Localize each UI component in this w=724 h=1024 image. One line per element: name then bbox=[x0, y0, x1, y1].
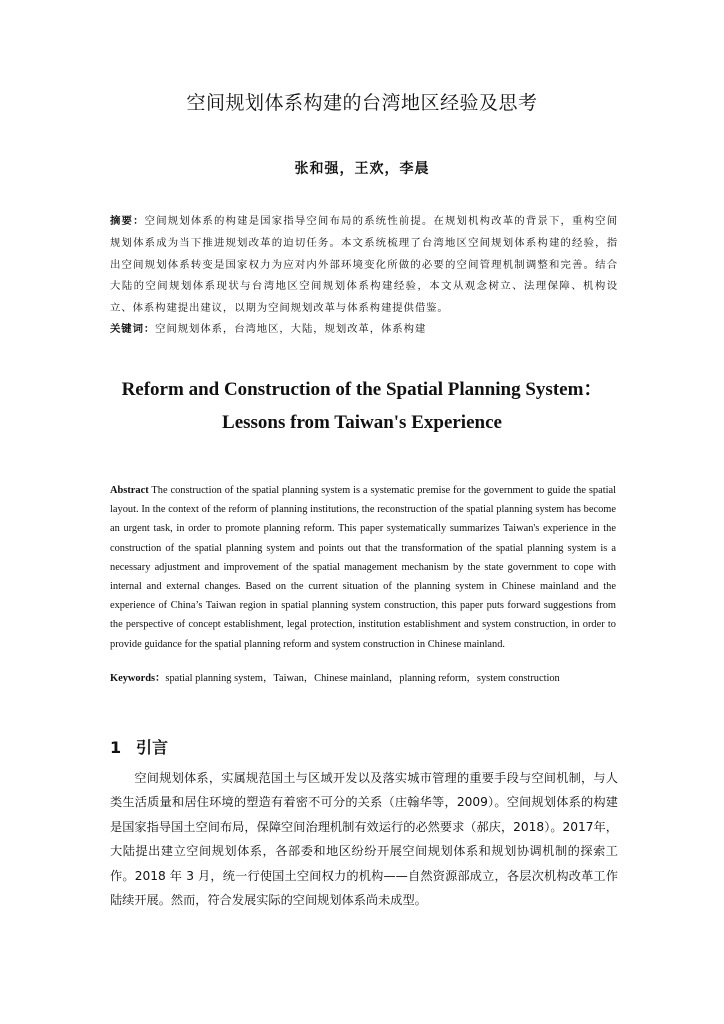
abstract-text-chinese: 空间规划体系的构建是国家指导空间布局的系统性前提。在规划机构改革的背景下，重构空间规划体系成为当下推进规划改革的迫切任务。本文系统梳理了台湾地区空间规划体系构建的经验，指出空间规划体系转变是国家权力为应对内外部环境变化所做的必要的空间管理机制调整和完善。结合大陆的空间规划体系现状与台湾地区空间规划体系构建经验，本文从观念树立、法理保障、机构设立、体系构建提出建议，以期为空间规划改革与体系构建提供借鉴。 bbox=[110, 215, 618, 315]
paper-title-english-line2: Lessons from Taiwan's Experience bbox=[222, 412, 502, 433]
paper-title-english-line1: Reform and Construction of the Spatial Planning System： bbox=[121, 379, 603, 400]
abstract-english bbox=[110, 481, 616, 654]
author-list: 张和强，王欢，李晨 bbox=[294, 161, 430, 177]
introduction-paragraph: 空间规划体系，实属规范国土与区域开发以及落实城市管理的重要手段与空间机制，与人类生活质量和居住环境的塑造有着密不可分的关系（庄翰华等，2009）。空间规划体系的构建是国家指导国土空间布局，保障空间治理机制有效运行的必然要求（郝庆，2018）。2017年，大陆提出建立空间规划体系，各部委和地区纷纷开展空间规划体系和规划协调机制的探索工作。2018 年 3 月，统一行使国土空间权力的机构——自然资源部成立，各层次机构改革工作陆续开展。然而，符合发展实际的空间规划体系尚未成型。 bbox=[110, 771, 618, 908]
abstract-label-english: Abstract bbox=[110, 485, 149, 496]
keywords-text-english: spatial planning system，Taiwan，Chinese mainland，planning reform，system construction bbox=[165, 673, 560, 684]
keywords-english bbox=[110, 669, 616, 688]
keywords-chinese bbox=[110, 319, 618, 339]
abstract-text-english: The construction of the spatial planning system is a systematic premise for the government to guide the spatial layout. In the context of the reform of planning institutions, the reconstruction of the spatial planning system has become an urgent task, in order to promote planning reform. This paper systematically summarizes Taiwan's experience in the construction of the spatial planning system and points out that the transformation of the spatial planning system is a necessary adjustment and improvement of the spatial management mechanism by the state government to cope with internal and external changes. Based on the current situation of the planning system in Chinese mainland and the experience of China’s Taiwan region in spatial planning system construction, this paper puts forward suggestions from the perspective of concept establishment, legal protection, institution establishment and system construction, in order to provide guidance for the spatial planning reform and system construction in Chinese mainland. bbox=[110, 485, 616, 650]
section-heading-introduction bbox=[110, 735, 168, 758]
abstract-chinese bbox=[110, 211, 618, 320]
section-title: 引言 bbox=[136, 738, 169, 757]
keywords-label-english: Keywords： bbox=[110, 673, 166, 684]
abstract-label-chinese: 摘要： bbox=[110, 215, 145, 227]
section-number: 1 bbox=[110, 738, 122, 757]
paper-title-chinese: 空间规划体系构建的台湾地区经验及思考 bbox=[186, 92, 538, 114]
keywords-text-chinese: 空间规划体系，台湾地区，大陆，规划改革，体系构建 bbox=[155, 323, 427, 335]
keywords-label-chinese: 关键词： bbox=[110, 323, 156, 335]
